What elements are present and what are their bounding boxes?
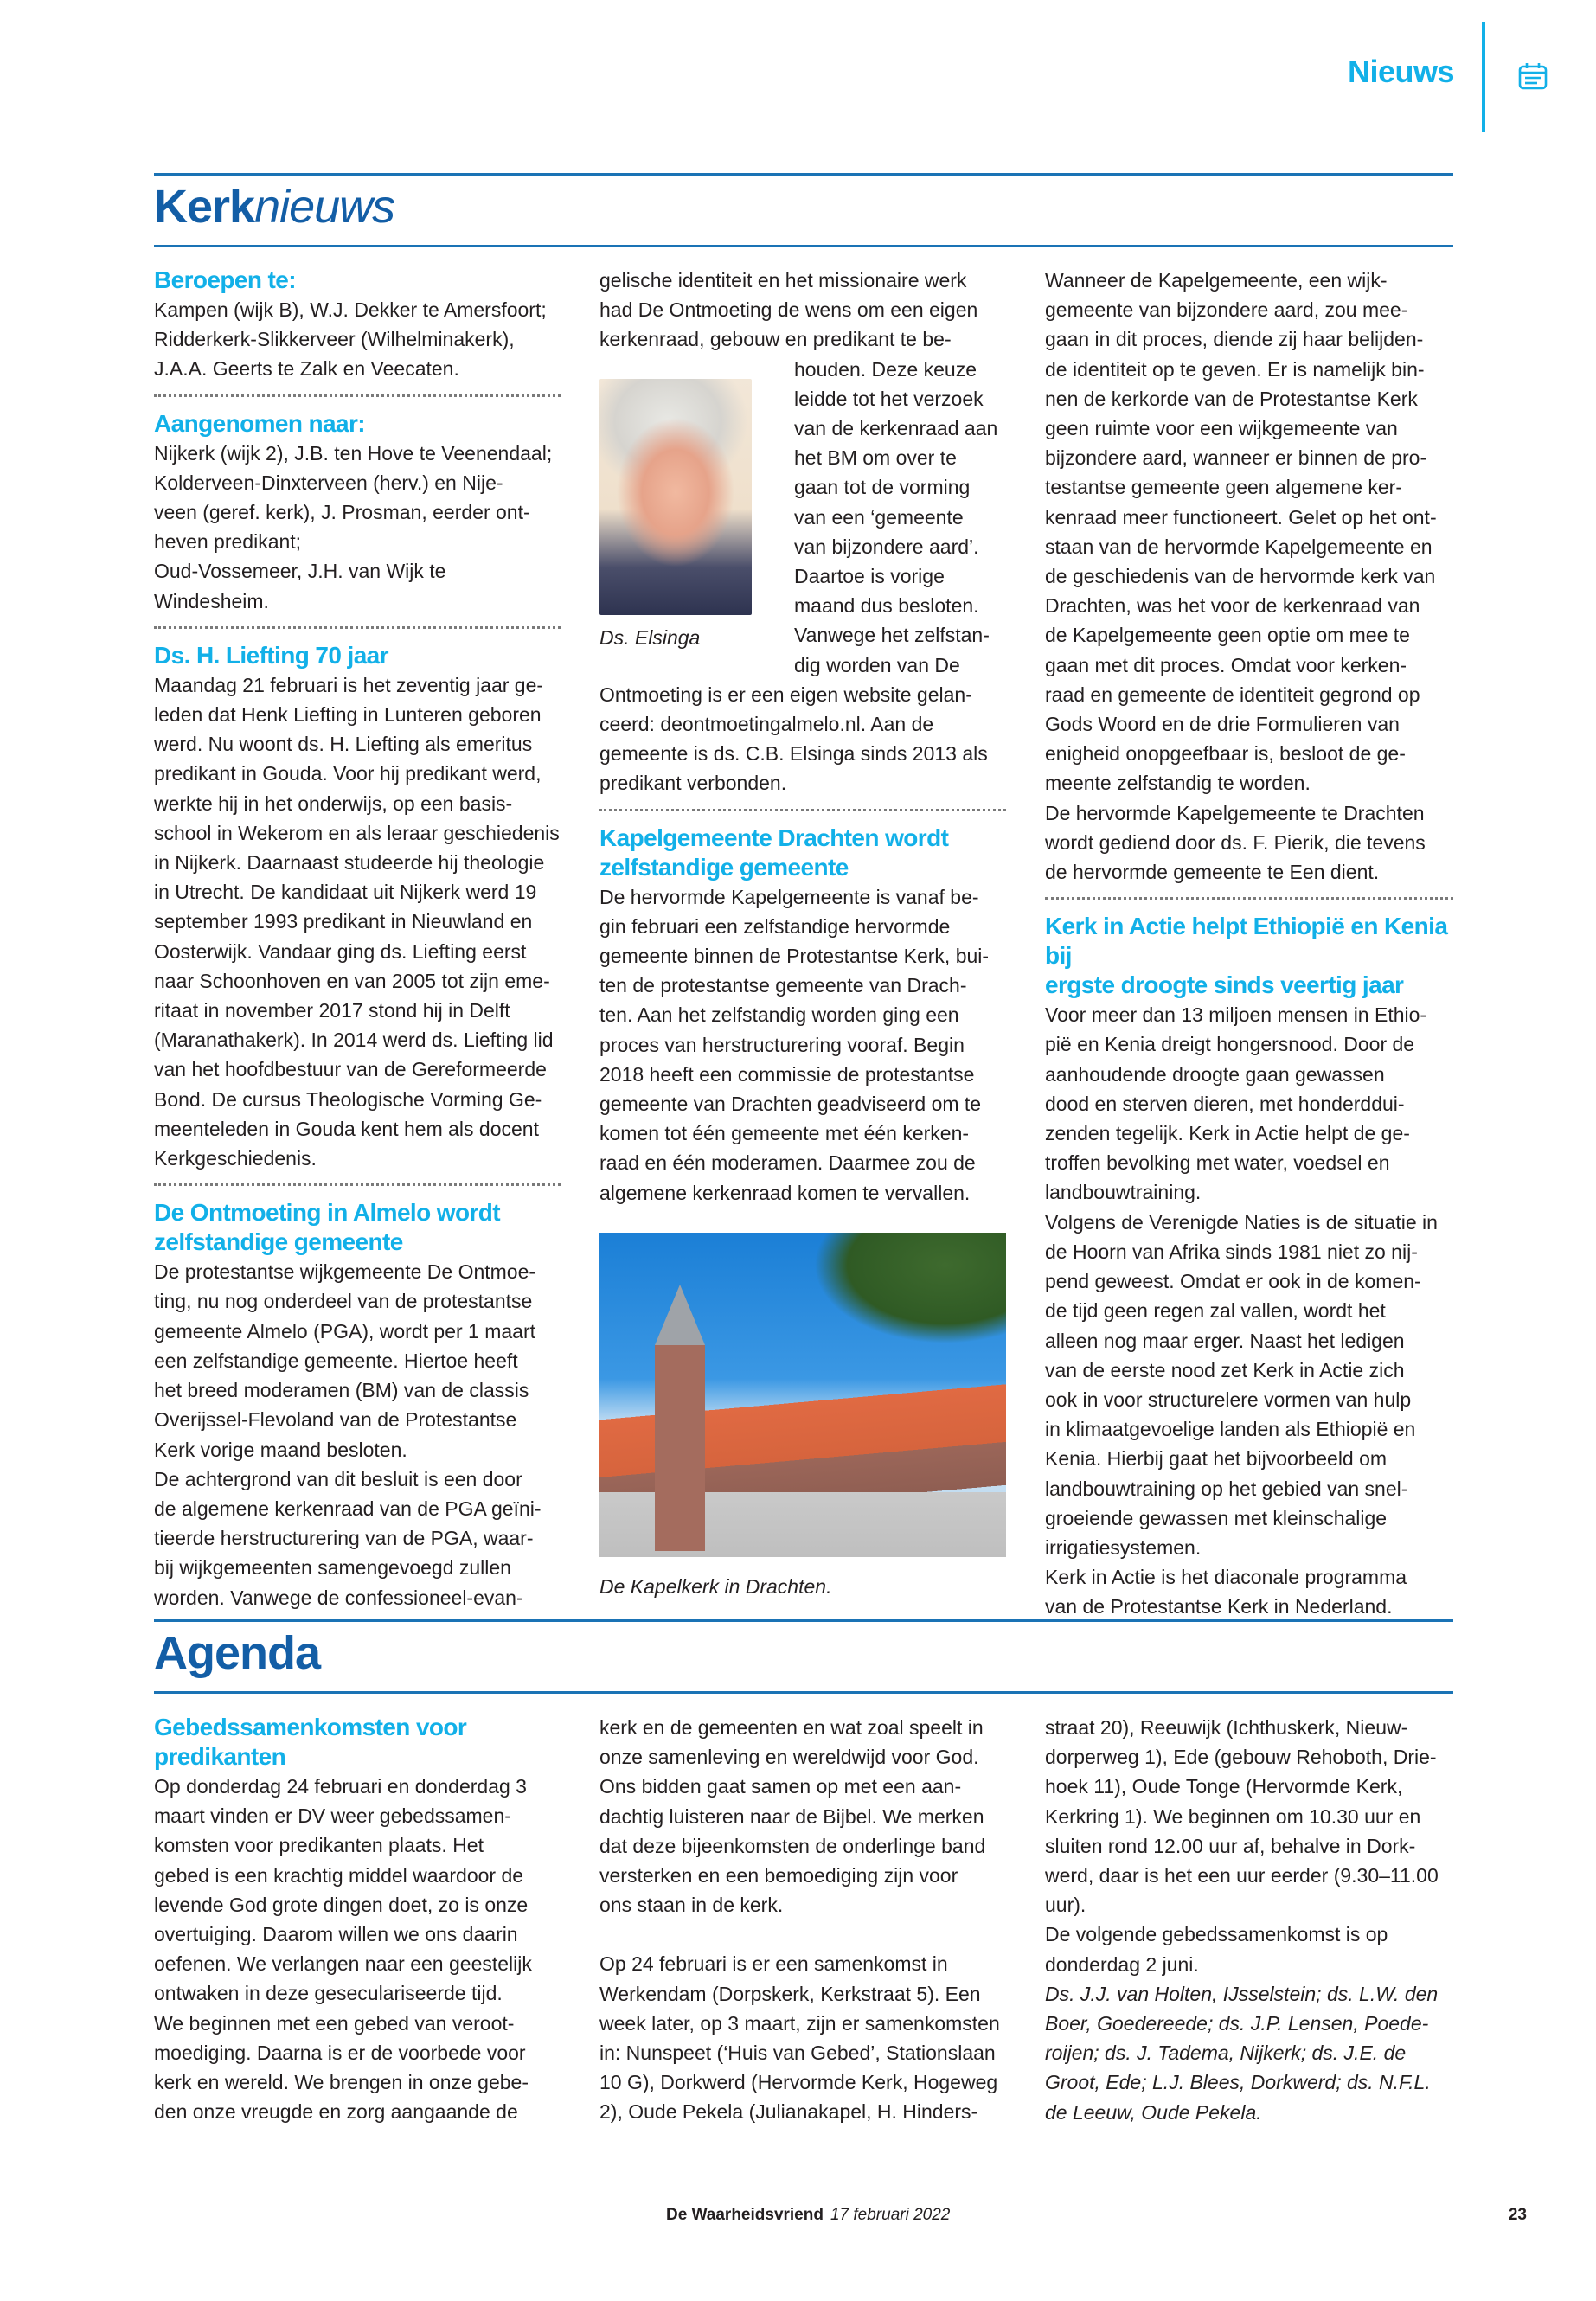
agenda-heading: Gebedssamenkomsten voor <box>154 1714 467 1740</box>
ontmoeting-heading: De Ontmoeting in Almelo wordt <box>154 1199 501 1227</box>
publication-name: De Waarheidsvriend <box>666 2206 824 2224</box>
dotted-divider <box>154 1183 561 1186</box>
page-header <box>1250 0 1596 138</box>
kia-line: Voor meer dan 13 miljoen mensen in Ethio- <box>1045 1003 1427 1027</box>
kia-line: dood en sterven dieren, met honderddui- <box>1045 1092 1405 1115</box>
title-bold-part: Kerk <box>154 181 255 233</box>
kapel-heading: zelfstandige gemeente <box>599 853 849 881</box>
liefting-line: werd. Nu woont ds. H. Liefting als emeritus <box>154 733 533 756</box>
kapel-line: De hervormde Kapelgemeente is vanaf be- <box>599 885 979 908</box>
kapel-line: raad en gemeente de identiteit gegrond op <box>1045 683 1420 706</box>
liefting-heading: Ds. H. Liefting 70 jaar <box>154 641 388 669</box>
kapel-line: geen ruimte voor een wijkgemeente van <box>1045 417 1398 440</box>
kia-line: aanhoudende droogte gaan gewassen <box>1045 1062 1385 1086</box>
agenda-line: donderdag 2 juni. <box>1045 1952 1199 1976</box>
ontmoeting-line: het BM om over te <box>794 446 957 470</box>
ontmoeting-line: van bijzondere aard’. <box>794 535 979 558</box>
agenda-signatories-line: de Leeuw, Oude Pekela. <box>1045 2100 1262 2124</box>
agenda-signatories-line: Groot, Ede; L.J. Blees, Dorkwerd; ds. N.F.L. <box>1045 2071 1431 2094</box>
ontmoeting-line: had De Ontmoeting de wens om een eigen <box>599 298 978 322</box>
paragraph-gap <box>599 1920 1006 1949</box>
photo-caption-elsinga: Ds. Elsinga <box>599 626 701 649</box>
liefting-line: werkte hij in het onderwijs, op een basis- <box>154 792 513 815</box>
liefting-line: school in Wekerom en als leraar geschiedenis <box>154 821 560 844</box>
agenda-rule-bottom <box>154 1691 1453 1694</box>
agenda-line: dorperweg 1), Ede (gebouw Rehoboth, Drie- <box>1045 1746 1437 1769</box>
liefting-line: van het hoofdbestuur van de Gereformeerde <box>154 1058 547 1081</box>
kapel-line: staan van de hervormde Kapelgemeente en <box>1045 535 1433 558</box>
kia-line: zenden tegelijk. Kerk in Actie helpt de ge- <box>1045 1122 1410 1145</box>
kia-line: irrigatiesystemen. <box>1045 1535 1202 1559</box>
agenda-column-1 <box>154 1713 561 2126</box>
kerknieuws-column-1 <box>154 266 561 1612</box>
ontmoeting-line: het breed moderamen (BM) van de classis <box>154 1379 529 1402</box>
liefting-line: (Maranathakerk). In 2014 werd ds. Liefting lid <box>154 1029 554 1052</box>
kia-line: Kerk in Actie is het diaconale programma <box>1045 1566 1407 1589</box>
agenda-line: werd, daar is het een uur eerder (9.30–11.00 <box>1045 1864 1439 1888</box>
ontmoeting-line: gemeente Almelo (PGA), wordt per 1 maart <box>154 1319 536 1343</box>
calendar-icon <box>1518 62 1548 90</box>
kapel-line: Wanneer de Kapelgemeente, een wijk- <box>1045 269 1388 292</box>
agenda-line: Kerkring 1). We beginnen om 10.30 uur en <box>1045 1804 1421 1828</box>
kia-line: pië en Kenia dreigt hongersnood. Door de <box>1045 1033 1415 1056</box>
ontmoeting-line: Kerk vorige maand besloten. <box>154 1438 407 1461</box>
kapel-line: gemeente van bijzondere aard, zou mee- <box>1045 298 1408 322</box>
agenda-line: hoek 11), Oude Tonge (Hervormde Kerk, <box>1045 1775 1403 1798</box>
ontmoeting-line: de algemene kerkenraad van de PGA geïni- <box>154 1497 542 1520</box>
agenda-line: uur). <box>1045 1894 1086 1917</box>
agenda-line: 10 G), Dorkwerd (Hervormde Kerk, Hogeweg <box>599 2071 998 2094</box>
kia-line: Kenia. Hierbij gaat het bijvoorbeeld om <box>1045 1447 1388 1471</box>
kia-line: Volgens de Verenigde Naties is de situatie in <box>1045 1210 1438 1234</box>
kapel-line: 2018 heeft een commissie de protestantse <box>599 1062 975 1086</box>
liefting-line: Maandag 21 februari is het zeventig jaar ge- <box>154 673 544 696</box>
kia-heading: ergste droogte sinds veertig jaar <box>1045 971 1404 999</box>
kapel-line: nen de kerkorde van de Protestantse Kerk <box>1045 387 1418 410</box>
ontmoeting-line: houden. Deze keuze <box>794 357 977 381</box>
agenda-heading: predikanten <box>154 1743 286 1770</box>
kapel-line: de Kapelgemeente geen optie om mee te <box>1045 624 1410 647</box>
footer-publication <box>666 2206 950 2225</box>
beroepen-heading: Beroepen te: <box>154 266 296 293</box>
dotted-divider <box>1045 897 1453 900</box>
agenda-line: De volgende gebedssamenkomst is op <box>1045 1923 1388 1946</box>
liefting-line: meenteleden in Gouda kent hem als docent <box>154 1117 539 1140</box>
liefting-line: Oosterwijk. Vandaar ging ds. Liefting eerst <box>154 939 527 963</box>
agenda-line: ons staan in de kerk. <box>599 1894 784 1917</box>
ontmoeting-line: gelische identiteit en het missionaire werk <box>599 269 967 292</box>
header-divider <box>1482 22 1485 132</box>
agenda-column-2 <box>599 1713 1006 2127</box>
agenda-line: den onze vreugde en zorg aangaande de <box>154 2100 518 2124</box>
kia-line: pend geweest. Omdat er ook in de komen- <box>1045 1270 1421 1293</box>
ontmoeting-line: dig worden van De <box>794 653 960 676</box>
ontmoeting-line: van de kerkenraad aan <box>794 417 998 440</box>
publication-date: 17 februari 2022 <box>830 2206 951 2224</box>
agenda-line: kerk en de gemeenten en wat zoal speelt in <box>599 1716 984 1739</box>
ontmoeting-line: De achtergrond van dit besluit is een door <box>154 1467 522 1490</box>
ontmoeting-line: De protestantse wijkgemeente De Ontmoe- <box>154 1260 536 1284</box>
agenda-signatories-line: Boer, Goedereede; ds. J.P. Lensen, Poede- <box>1045 2012 1429 2035</box>
kia-line: de Hoorn van Afrika sinds 1981 niet zo nij- <box>1045 1240 1418 1263</box>
aangenomen-line: Kolderveen-Dinxterveen (herv.) en Nije- <box>154 471 503 494</box>
agenda-line: dat deze bijeenkomsten de onderlinge band <box>599 1834 986 1857</box>
aangenomen-heading: Aangenomen naar: <box>154 409 365 437</box>
liefting-line: Kerkgeschiedenis. <box>154 1147 317 1170</box>
kapel-line: ten de protestantse gemeente van Drach- <box>599 974 967 997</box>
kia-line: van de Protestantse Kerk in Nederland. <box>1045 1595 1393 1618</box>
liefting-line: in Utrecht. De kandidaat uit Nijkerk werd 19 <box>154 881 537 904</box>
kapel-line: gin februari een zelfstandige hervormde <box>599 914 951 938</box>
ontmoeting-line: Daartoe is vorige <box>794 565 945 588</box>
kapel-line: de identiteit op te geven. Er is namelijk bin- <box>1045 357 1425 381</box>
ontmoeting-line: bij wijkgemeenten samengevoegd zullen <box>154 1556 511 1580</box>
kerknieuws-title <box>154 180 394 234</box>
agenda-line: versterken en een bemoediging zijn voor <box>599 1864 958 1888</box>
ontmoeting-line: Vanwege het zelfstan- <box>794 624 990 647</box>
agenda-line: dachtig luisteren naar de Bijbel. We merken <box>599 1804 984 1828</box>
kapel-line: de geschiedenis van de hervormde kerk van <box>1045 565 1436 588</box>
kapel-line: komen tot één gemeente met één kerken- <box>599 1122 970 1145</box>
agenda-line: komsten voor predikanten plaats. Het <box>154 1834 484 1857</box>
kapel-line: proces van herstructurering vooraf. Begin <box>599 1033 965 1056</box>
church-spire-shape <box>655 1285 705 1345</box>
dotted-divider <box>154 394 561 397</box>
agenda-line: levende God grote dingen doet, zo is onze <box>154 1893 529 1916</box>
agenda-line: Ons bidden gaat samen op met een aan- <box>599 1775 962 1798</box>
title-rule-bottom <box>154 245 1453 247</box>
kapel-line: meente zelfstandig te worden. <box>1045 772 1311 795</box>
kapel-line: Drachten, was het voor de kerkenraad van <box>1045 594 1420 618</box>
ontmoeting-line: Overijssel-Flevoland van de Protestantse <box>154 1408 517 1432</box>
beroepen-line: J.A.A. Geerts te Zalk en Veecaten. <box>154 357 459 381</box>
ontmoeting-line: worden. Vanwege de confessioneel-evan- <box>154 1586 523 1609</box>
kapel-line: testantse gemeente geen algemene ker- <box>1045 476 1402 499</box>
liefting-line: in Nijkerk. Daarnaast studeerde hij theologie <box>154 851 545 875</box>
agenda-line: moediging. Daarna is er de voorbede voor <box>154 2041 526 2064</box>
kapel-line: kenraad meer functioneert. Gelet op het ont- <box>1045 505 1437 529</box>
kia-line: landbouwtraining. <box>1045 1181 1202 1204</box>
liefting-line: predikant in Gouda. Voor hij predikant werd, <box>154 762 542 785</box>
page-number: 23 <box>1508 2206 1527 2224</box>
liefting-line: naar Schoonhoven en van 2005 tot zijn eme- <box>154 969 550 992</box>
title-rule-top <box>154 173 1453 176</box>
agenda-signatories-line: roijen; ds. J. Tadema, Nijkerk; ds. J.E. de <box>1045 2041 1407 2065</box>
agenda-line: onze samenleving en wereldwijd voor God. <box>599 1746 979 1769</box>
agenda-line: ontwaken in deze geseculariseerde tijd. <box>154 1982 503 2005</box>
kapel-line: ten. Aan het zelfstandig worden ging een <box>599 1003 959 1027</box>
agenda-line: Op donderdag 24 februari en donderdag 3 <box>154 1775 527 1798</box>
kapel-line: bijzondere aard, wanneer er binnen de pro- <box>1045 446 1427 470</box>
kia-line: troffen bevolking met water, voedsel en <box>1045 1151 1390 1175</box>
dotted-divider <box>599 809 1006 811</box>
ontmoeting-line: Ontmoeting is er een eigen website gelan- <box>599 683 972 706</box>
kia-line: groeiende gewassen met kleinschalige <box>1045 1506 1388 1529</box>
kapel-line: de hervormde gemeente te Een dient. <box>1045 861 1380 884</box>
agenda-line: oefenen. We verlangen naar een geestelijk <box>154 1952 532 1976</box>
kapel-line: gemeente binnen de Protestantse Kerk, bui- <box>599 945 990 968</box>
agenda-line: We beginnen met een gebed van veroot- <box>154 2011 515 2035</box>
kia-line: in klimaatgevoelige landen als Ethiopië en <box>1045 1418 1416 1441</box>
kia-line: alleen nog maar erger. Naast het ledigen <box>1045 1329 1405 1352</box>
kia-line: de tijd geen regen zal vallen, wordt het <box>1045 1299 1386 1323</box>
agenda-line: straat 20), Reeuwijk (Ichthuskerk, Nieuw- <box>1045 1716 1408 1739</box>
agenda-line: in: Nunspeet (‘Huis van Gebed’, Stationslaan <box>599 2041 996 2065</box>
ontmoeting-line: gaan tot de vorming <box>794 476 971 499</box>
agenda-line: kerk en wereld. We brengen in onze gebe- <box>154 2071 529 2094</box>
ontmoeting-line: van een ‘gemeente <box>794 505 964 529</box>
kapel-line: raad en één moderamen. Daarmee zou de <box>599 1151 976 1175</box>
liefting-line: leden dat Henk Liefting in Lunteren geboren <box>154 703 542 727</box>
agenda-line: Op 24 februari is er een samenkomst in <box>599 1952 948 1976</box>
agenda-rule-top <box>154 1619 1453 1622</box>
kapel-line: enigheid onopgeefbaar is, besloot de ge- <box>1045 742 1406 766</box>
ontmoeting-line: gemeente is ds. C.B. Elsinga sinds 2013 als <box>599 742 988 766</box>
ontmoeting-line: ceerd: deontmoetingalmelo.nl. Aan de <box>599 713 934 736</box>
kapel-line: gaan met dit proces. Omdat voor kerken- <box>1045 653 1407 676</box>
aangenomen-line: veen (geref. kerk), J. Prosman, eerder ont- <box>154 501 530 524</box>
ontmoeting-line: maand dus besloten. <box>794 594 979 618</box>
ontmoeting-line: predikant verbonden. <box>599 772 787 795</box>
kapel-line: gaan in dit proces, diende zij haar belijden- <box>1045 328 1424 351</box>
photo-caption-kapelkerk: De Kapelkerk in Drachten. <box>599 1575 832 1598</box>
agenda-line: maart vinden er DV weer gebedssamen- <box>154 1804 511 1828</box>
liefting-line: september 1993 predikant in Nieuwland en <box>154 910 533 933</box>
kerknieuws-column-3 <box>1045 266 1453 1622</box>
aangenomen-line: heven predikant; <box>154 530 302 554</box>
title-italic-part: nieuws <box>254 181 395 233</box>
church-tower-shape <box>655 1345 705 1551</box>
aangenomen-line: Nijkerk (wijk 2), J.B. ten Hove te Veenendaal; <box>154 441 553 465</box>
agenda-line: 2), Oude Pekela (Julianakapel, H. Hinders- <box>599 2100 978 2124</box>
kia-line: van de eerste nood zet Kerk in Actie zich <box>1045 1358 1405 1381</box>
agenda-line: sluiten rond 12.00 uur af, behalve in Dork- <box>1045 1834 1416 1857</box>
agenda-column-3 <box>1045 1713 1453 2127</box>
agenda-line: Werkendam (Dorpskerk, Kerkstraat 5). Een <box>599 1982 981 2005</box>
agenda-signatories-line: Ds. J.J. van Holten, IJsselstein; ds. L.W. den <box>1045 1982 1439 2005</box>
kia-line: landbouwtraining op het gebied van snel- <box>1045 1477 1408 1500</box>
liefting-line: ritaat in november 2017 stond hij in Delft <box>154 999 510 1022</box>
dotted-divider <box>154 626 561 629</box>
kia-heading: Kerk in Actie helpt Ethiopië en Kenia bij <box>1045 913 1448 970</box>
ontmoeting-line: kerkenraad, gebouw en predikant te be- <box>599 328 952 351</box>
liefting-line: Bond. De cursus Theologische Vorming Ge- <box>154 1087 542 1111</box>
ontmoeting-line: leidde tot het verzoek <box>794 387 984 410</box>
kapel-line: De hervormde Kapelgemeente te Drachten <box>1045 801 1425 824</box>
aangenomen-line: Oud-Vossemeer, J.H. van Wijk te Windesheim. <box>154 560 446 612</box>
ontmoeting-line: ting, nu nog onderdeel van de protestantse <box>154 1290 533 1313</box>
kapel-line: Gods Woord en de drie Formulieren van <box>1045 713 1400 736</box>
kia-line: ook in voor structurelere vormen van hulp <box>1045 1388 1412 1411</box>
kapel-line: wordt gediend door ds. F. Pierik, die tevens <box>1045 830 1426 854</box>
agenda-line: overtuiging. Daarom willen we ons daarin <box>154 1923 518 1946</box>
kapel-line: algemene kerkenraad komen te vervallen. <box>599 1181 971 1204</box>
agenda-title: Agenda <box>154 1627 321 1679</box>
section-tag: Nieuws <box>1347 54 1454 89</box>
ontmoeting-heading: zelfstandige gemeente <box>154 1228 403 1256</box>
kapel-heading: Kapelgemeente Drachten wordt <box>599 824 949 851</box>
beroepen-line: Kampen (wijk B), W.J. Dekker te Amersfoort; <box>154 298 547 321</box>
beroepen-line: Ridderkerk-Slikkerveer (Wilhelminakerk), <box>154 328 515 351</box>
kapel-line: gemeente van Drachten geadviseerd om te <box>599 1093 982 1116</box>
agenda-line: week later, op 3 maart, zijn er samenkomsten <box>599 2011 1000 2035</box>
ontmoeting-line: een zelfstandige gemeente. Hiertoe heeft <box>154 1349 518 1372</box>
photo-ds-elsinga <box>599 379 752 615</box>
agenda-line: gebed is een krachtig middel waardoor de <box>154 1863 524 1887</box>
ontmoeting-line: tieerde herstructurering van de PGA, waar- <box>154 1527 534 1550</box>
